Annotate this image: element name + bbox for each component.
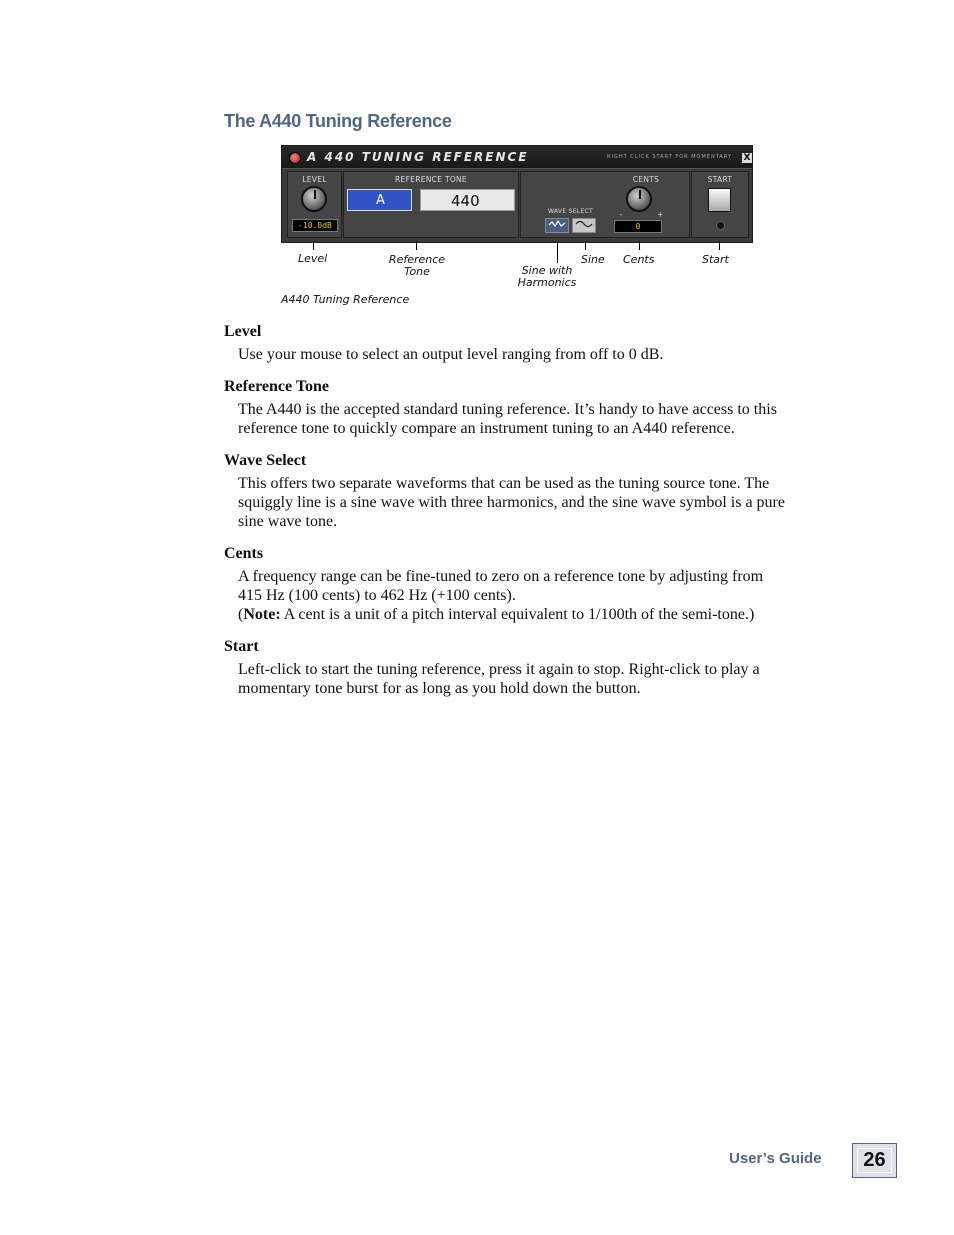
cents-readout: 0 [614,220,662,233]
callout-sine: Sine [581,253,605,266]
start-label: START [707,175,733,184]
note-text: A cent is a unit of a pitch interval equivalent to 1/100th of the semi-tone.) [280,606,755,623]
plugin-titlebar [282,146,752,169]
callout-tick-cents [639,241,640,250]
desc-wave-select [238,474,848,531]
callout-tick-sine-harmonics [557,241,558,263]
cents-minus-label: - [619,210,623,219]
cents-knob[interactable] [626,186,652,212]
desc-line: A frequency range can be fine-tuned to zero on a reference tone by adjusting from [238,568,764,585]
figure-caption: A440 Tuning Reference [281,293,410,306]
a440-tuning-reference-plugin [281,145,753,243]
cents-label: CENTS [632,175,660,184]
term-reference-tone: Reference Tone [224,378,330,395]
wave-select-label: WAVE SELECT [547,208,594,215]
callout-sine-harmonics-line1: Sine with [521,264,573,277]
power-icon[interactable] [289,152,301,164]
start-button[interactable] [708,188,731,212]
desc-level [238,345,848,364]
callout-tick-sine [585,241,586,250]
level-label: LEVEL [302,175,327,184]
term-wave-select: Wave Select [224,452,307,469]
callout-sine-harmonics-line2: Harmonics [517,276,577,289]
sine-wave-icon [575,219,593,229]
desc-reference-tone [238,400,848,438]
start-led-icon [716,221,725,230]
reference-tone-label: REFERENCE TONE [395,175,467,184]
desc-line: momentary tone burst for as long as you hold down the button. [238,680,641,697]
desc-line: Use your mouse to select an output level ranging from off to 0 dB. [238,346,664,363]
desc-line: squiggly line is a sine wave with three harmonics, and the sine wave symbol is a pure [238,494,785,511]
desc-cents [238,567,848,624]
callout-reference-tone-line1: Reference [388,253,446,266]
frequency-display[interactable]: 440 [420,189,515,211]
term-level: Level [224,323,262,340]
term-cents: Cents [224,545,264,562]
note-selector[interactable]: A [347,189,412,211]
callout-tick-level [313,241,314,250]
callout-cents: Cents [623,253,655,266]
term-start: Start [224,638,259,655]
callout-tick-reference-tone [416,241,417,250]
callout-start: Start [702,253,729,266]
sine-harmonics-icon [548,219,566,229]
sine-button[interactable] [572,218,596,233]
desc-line: This offers two separate waveforms that can be used as the tuning source tone. The [238,475,770,492]
desc-note-line: (Note: A cent is a unit of a pitch interval equivalent to 1/100th of the semi-tone.) [238,606,755,623]
level-knob[interactable] [301,186,327,212]
footer-label: User’s Guide [729,1150,822,1167]
plugin-hint: RIGHT CLICK START FOR MOMENTARY [607,154,732,160]
callout-sine-harmonics [513,265,581,289]
desc-line: reference tone to quickly compare an instrument tuning to an A440 reference. [238,420,735,437]
page-number [852,1143,897,1178]
cents-plus-label: + [657,210,664,219]
desc-start [238,660,848,698]
callout-level: Level [298,252,328,265]
callout-reference-tone [388,254,446,278]
desc-line: The A440 is the accepted standard tuning reference. It’s handy to have access to this [238,401,777,418]
note-bold: Note: [243,606,281,623]
callout-tick-start [719,241,720,250]
page-number-text: 26 [863,1149,886,1171]
desc-line: Left-click to start the tuning reference, press it again to stop. Right-click to play a [238,661,760,678]
desc-line: 415 Hz (100 cents) to 462 Hz (+100 cents). [238,587,516,604]
section-title: The A440 Tuning Reference [224,111,452,131]
plugin-title: A 440 TUNING REFERENCE [307,150,529,164]
callout-reference-tone-line2: Tone [404,265,430,278]
level-readout: -10.0dB [292,219,338,232]
level-panel [287,171,342,238]
sine-harmonics-button[interactable] [545,218,569,233]
desc-line: sine wave tone. [238,513,338,530]
close-icon[interactable]: X [743,153,751,163]
